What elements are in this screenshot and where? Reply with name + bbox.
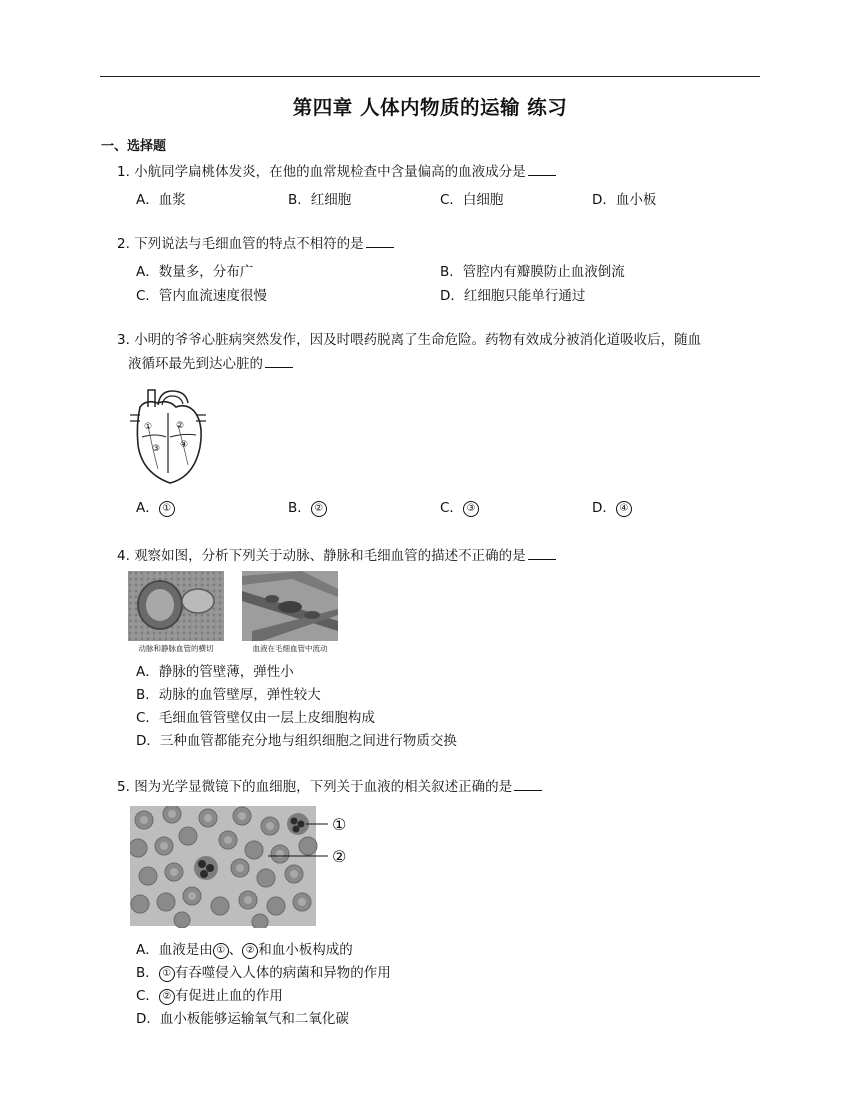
answer-blank [366, 233, 394, 248]
q2-option-d[interactable]: D．红细胞只能单行通过 [440, 288, 586, 304]
q4-option-b[interactable]: B．动脉的血管壁厚，弹性较大 [136, 687, 321, 703]
page-title: 第四章 人体内物质的运输 练习 [292, 96, 568, 119]
q3-option-c[interactable]: C． ③ [440, 496, 479, 517]
header-rule [100, 76, 760, 77]
q5-option-a[interactable]: A．血液是由 ① 、 ② 和血小板构成的 [136, 942, 353, 958]
q2-option-c[interactable]: C．管内血流速度很慢 [136, 288, 267, 304]
question-4-stem: 4. 观察如图，分析下列关于动脉、静脉和毛细血管的描述不正确的是 [117, 544, 765, 568]
q1-option-a[interactable]: A．血浆 [136, 192, 186, 208]
q1-option-d[interactable]: D．血小板 [592, 192, 657, 208]
question-5-stem: 5. 图为光学显微镜下的血细胞，下列关于血液的相关叙述正确的是 [117, 775, 765, 799]
section-heading: 一、选择题 [101, 139, 167, 154]
answer-blank [514, 776, 542, 791]
capillary-flow-caption: 血液在毛细血管中流动 [252, 644, 328, 653]
q2-option-a[interactable]: A．数量多，分布广 [136, 264, 254, 280]
q3-option-b[interactable]: B． ② [288, 496, 327, 517]
vessel-cross-section-image [128, 571, 224, 653]
heart-label-4: ④ [180, 440, 189, 450]
blood-cells-micrograph-image [130, 806, 360, 928]
heart-label-3: ③ [152, 444, 161, 454]
q4-option-d[interactable]: D．三种血管都能充分地与组织细胞之间进行物质交换 [136, 733, 457, 749]
heart-diagram-image [128, 385, 208, 488]
heart-label-1: ① [144, 422, 153, 432]
question-3-stem: 3. 小明的爷爷心脏病突然发作，因及时喂药脱离了生命危险。药物有效成分被消化道吸收后，随血 液循环最先到达心脏的 [117, 332, 702, 372]
q3-option-d[interactable]: D． ④ [592, 496, 632, 517]
heart-label-2: ② [176, 421, 185, 431]
answer-blank [528, 545, 556, 560]
q4-option-a[interactable]: A．静脉的管壁薄，弹性小 [136, 664, 294, 680]
q5-option-b[interactable]: B． ① 有吞噬侵入人体的病菌和异物的作用 [136, 965, 391, 981]
q5-option-c[interactable]: C． ② 有促进止血的作用 [136, 988, 283, 1004]
q1-option-c[interactable]: C．白细胞 [440, 192, 504, 208]
micrograph-label-2: ② [332, 847, 347, 866]
q5-option-d[interactable]: D．血小板能够运输氧气和二氧化碳 [136, 1011, 349, 1027]
q3-option-a[interactable]: A． ① [136, 496, 175, 517]
q4-option-c[interactable]: C．毛细血管管壁仅由一层上皮细胞构成 [136, 710, 375, 726]
q1-option-b[interactable]: B．红细胞 [288, 192, 352, 208]
answer-blank [528, 161, 556, 176]
vessel-cross-section-caption: 动脉和静脉血管的横切 [138, 644, 214, 653]
micrograph-label-1: ① [332, 815, 347, 834]
capillary-flow-image [242, 571, 338, 653]
question-1-stem: 1. 小航同学扁桃体发炎，在他的血常规检查中含量偏高的血液成分是 [117, 160, 765, 184]
question-2-stem: 2. 下列说法与毛细血管的特点不相符的是 [117, 232, 765, 256]
q2-option-b[interactable]: B．管腔内有瓣膜防止血液倒流 [440, 264, 625, 280]
answer-blank [265, 353, 293, 368]
